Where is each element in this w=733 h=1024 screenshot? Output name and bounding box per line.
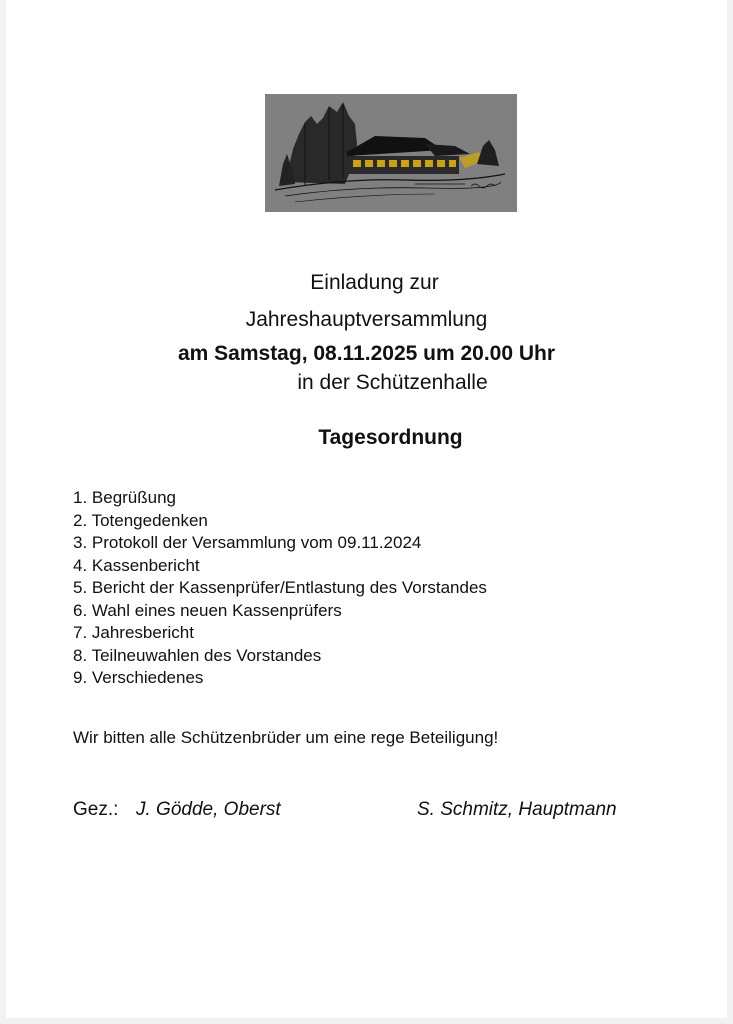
- signature-hauptmann: S. Schmitz, Hauptmann: [417, 799, 617, 820]
- title-date-time: am Samstag, 08.11.2025 um 20.00 Uhr: [177, 342, 556, 365]
- title-jahreshauptversammlung: Jahreshauptversammlung: [245, 308, 488, 331]
- schuetzenhalle-illustration: [265, 94, 517, 212]
- signature-prefix: Gez.:: [73, 799, 119, 820]
- hall-sketch-svg: [265, 94, 517, 212]
- agenda-item: 6. Wahl eines neuen Kassenprüfers: [73, 600, 342, 620]
- agenda-heading: Tagesordnung: [318, 426, 463, 449]
- agenda-item: 5. Bericht der Kassenprüfer/Entlastung des Vorstandes: [73, 578, 487, 597]
- agenda-item: 8. Teilneuwahlen des Vorstandes: [73, 645, 322, 665]
- agenda-item: 3. Protokoll der Versammlung vom 09.11.2024: [73, 533, 422, 552]
- agenda-item: 2. Totengedenken: [73, 510, 208, 530]
- title-location: in der Schützenhalle: [297, 371, 488, 394]
- participation-appeal: Wir bitten alle Schützenbrüder um eine rege Beteiligung!: [73, 728, 499, 747]
- document-page: [6, 0, 727, 1018]
- title-einladung: Einladung zur: [310, 271, 439, 294]
- agenda-list: [73, 487, 487, 690]
- agenda-item: 7. Jahresbericht: [73, 623, 194, 642]
- agenda-item: 9. Verschiedenes: [73, 668, 204, 687]
- signature-oberst: J. Gödde, Oberst: [136, 799, 281, 820]
- agenda-item: 4. Kassenbericht: [73, 555, 200, 575]
- agenda-item: 1. Begrüßung: [73, 488, 177, 507]
